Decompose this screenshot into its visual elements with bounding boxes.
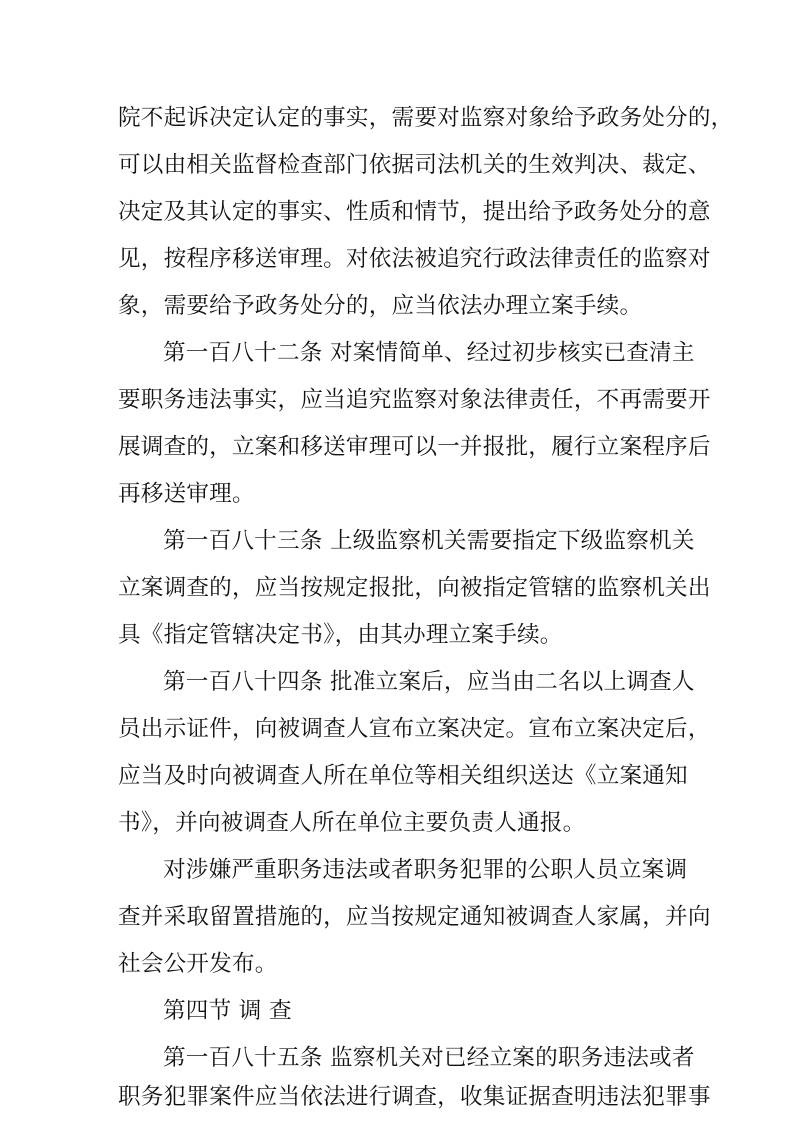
article-182-heading-line: 第一百八十二条 对案情简单、经过初步核实已查清主 bbox=[163, 340, 695, 366]
paragraph-first-line: 对涉嫌严重职务违法或者职务犯罪的公职人员立案调 bbox=[163, 857, 688, 883]
text-line: 要职务违法事实，应当追究监察对象法律责任，不再需要开 bbox=[118, 387, 711, 413]
text-line: 再移送审理。 bbox=[118, 481, 255, 507]
article-185-heading-line: 第一百八十五条 监察机关对已经立案的职务违法或者 bbox=[163, 1045, 695, 1071]
section-heading: 第四节 调 查 bbox=[163, 998, 292, 1024]
text-line: 具《指定管辖决定书》，由其办理立案手续。 bbox=[118, 622, 563, 648]
text-line: 查并采取留置措施的，应当按规定通知被调查人家属，并向 bbox=[118, 904, 711, 930]
text-line: 员出示证件，向被调查人宣布立案决定。宣布立案决定后， bbox=[118, 716, 711, 742]
text-line: 象，需要给予政务处分的，应当依法办理立案手续。 bbox=[118, 293, 643, 319]
text-line: 立案调查的，应当按规定报批，向被指定管辖的监察机关出 bbox=[118, 575, 711, 601]
text-line: 决定及其认定的事实、性质和情节，提出给予政务处分的意 bbox=[118, 199, 711, 225]
article-183-heading-line: 第一百八十三条 上级监察机关需要指定下级监察机关 bbox=[163, 528, 695, 554]
text-line: 展调查的，立案和移送审理可以一并报批，履行立案程序后 bbox=[118, 434, 711, 460]
text-line: 书》，并向被调查人所在单位主要负责人通报。 bbox=[118, 810, 586, 836]
text-line: 社会公开发布。 bbox=[118, 951, 278, 977]
text-line: 职务犯罪案件应当依法进行调查，收集证据查明违法犯罪事 bbox=[118, 1084, 711, 1110]
text-line: 可以由相关监督检查部门依据司法机关的生效判决、裁定、 bbox=[118, 152, 711, 178]
text-line: 院不起诉决定认定的事实，需要对监察对象给予政务处分的， bbox=[118, 105, 734, 131]
text-line: 应当及时向被调查人所在单位等相关组织送达《立案通知 bbox=[118, 763, 688, 789]
article-184-heading-line: 第一百八十四条 批准立案后，应当由二名以上调查人 bbox=[163, 669, 695, 695]
text-line: 见，按程序移送审理。对依法被追究行政法律责任的监察对 bbox=[118, 246, 711, 272]
